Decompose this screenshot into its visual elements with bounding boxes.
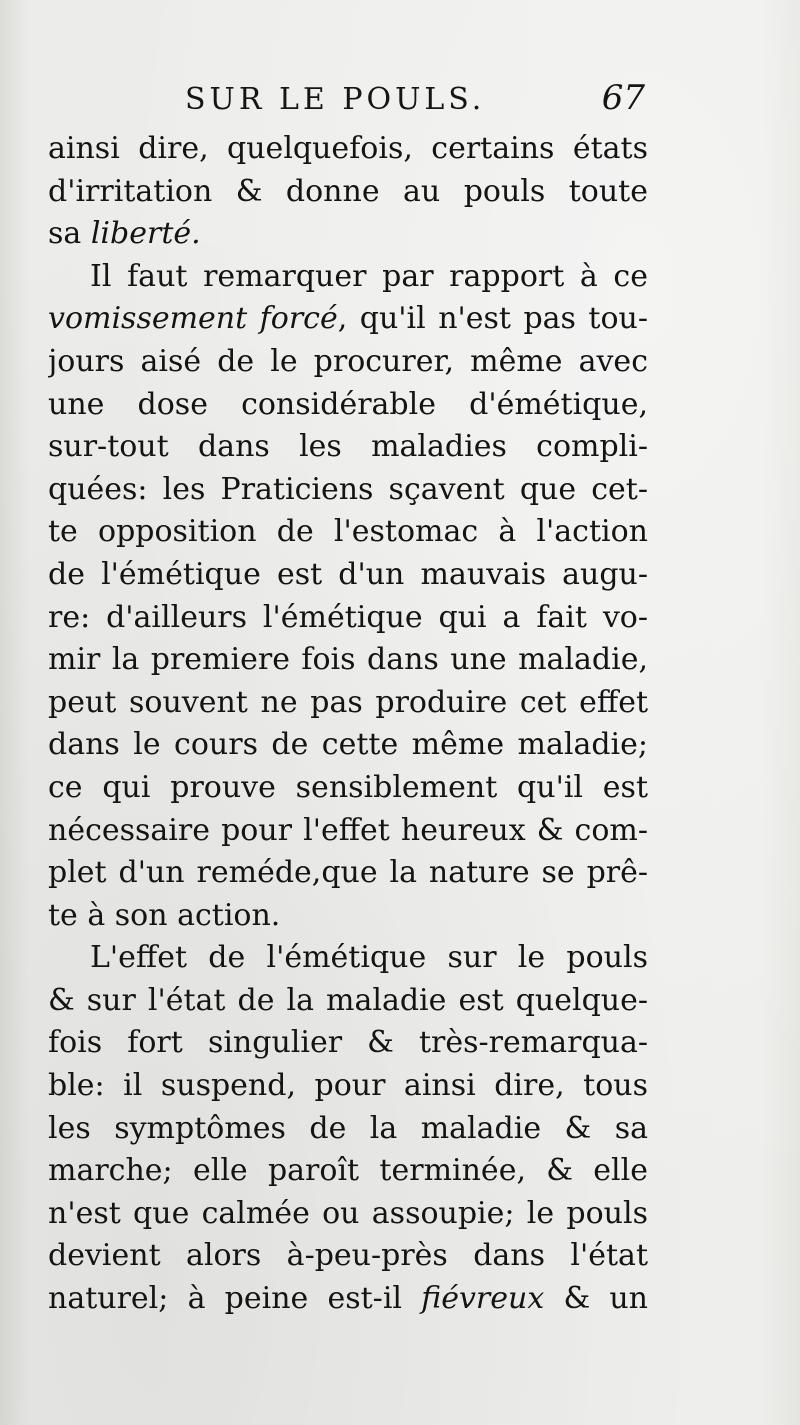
text-line: n'est que calmée ou assoupie; le pouls (48, 1195, 648, 1231)
text-line: naturel; à peine est-il fiévreux & un (48, 1281, 648, 1317)
body-text (48, 128, 648, 1321)
page-number: 67 (601, 78, 645, 118)
text-line: te opposition de l'estomac à l'action (48, 514, 648, 550)
paragraph (48, 128, 648, 256)
italic-text: vomissement forcé (48, 301, 338, 337)
text-line: sur-tout dans les maladies compli- (48, 429, 648, 465)
text-line: Il faut remarquer par rapport à ce (90, 258, 648, 294)
text-line: sa liberté. (48, 216, 201, 252)
text-line: & sur l'état de la maladie est quelque- (48, 982, 648, 1018)
text-line: jours aisé de le procurer, même avec (48, 343, 648, 379)
text-line: L'effet de l'émétique sur le pouls (90, 940, 648, 976)
text-line: les symptômes de la maladie & sa (48, 1110, 648, 1146)
text-line: d'irritation & donne au pouls toute (48, 173, 648, 209)
text-line: marche; elle paroît terminée, & elle (48, 1153, 648, 1189)
text-line: nécessaire pour l'effet heureux & com- (48, 812, 648, 848)
italic-text: liberté. (90, 216, 201, 252)
text-line: ainsi dire, quelquefois, certains états (48, 131, 648, 166)
text-line: dans le cours de cette même maladie; (48, 727, 648, 763)
text-line: plet d'un reméde,que la nature se prê- (48, 855, 648, 891)
paragraph (48, 937, 648, 1320)
text-line: ble: il suspend, pour ainsi dire, tous (48, 1068, 648, 1104)
text-line: quées: les Praticiens sçavent que cet- (48, 471, 648, 507)
text-line: fois fort singulier & très-remarqua- (48, 1025, 648, 1061)
text-line: peut souvent ne pas produire cet effet (48, 684, 648, 720)
text-line: re: d'ailleurs l'émétique qui a fait vo- (48, 599, 648, 635)
text-line: une dose considérable d'émétique, (48, 386, 648, 422)
text-line: de l'émétique est d'un mauvais augu- (48, 556, 648, 592)
italic-text: fiévreux (421, 1281, 545, 1317)
running-title: SUR LE POULS. (185, 82, 486, 117)
text-line: vomissement forcé, qu'il n'est pas tou- (48, 301, 648, 337)
text-line: devient alors à-peu-près dans l'état (48, 1238, 648, 1274)
paragraph (48, 256, 648, 938)
text-line: te à son action. (48, 897, 281, 933)
page-header (185, 78, 645, 126)
text-line: mir la premiere fois dans une maladie, (48, 642, 648, 678)
text-line: ce qui prouve sensiblement qu'il est (48, 769, 648, 805)
